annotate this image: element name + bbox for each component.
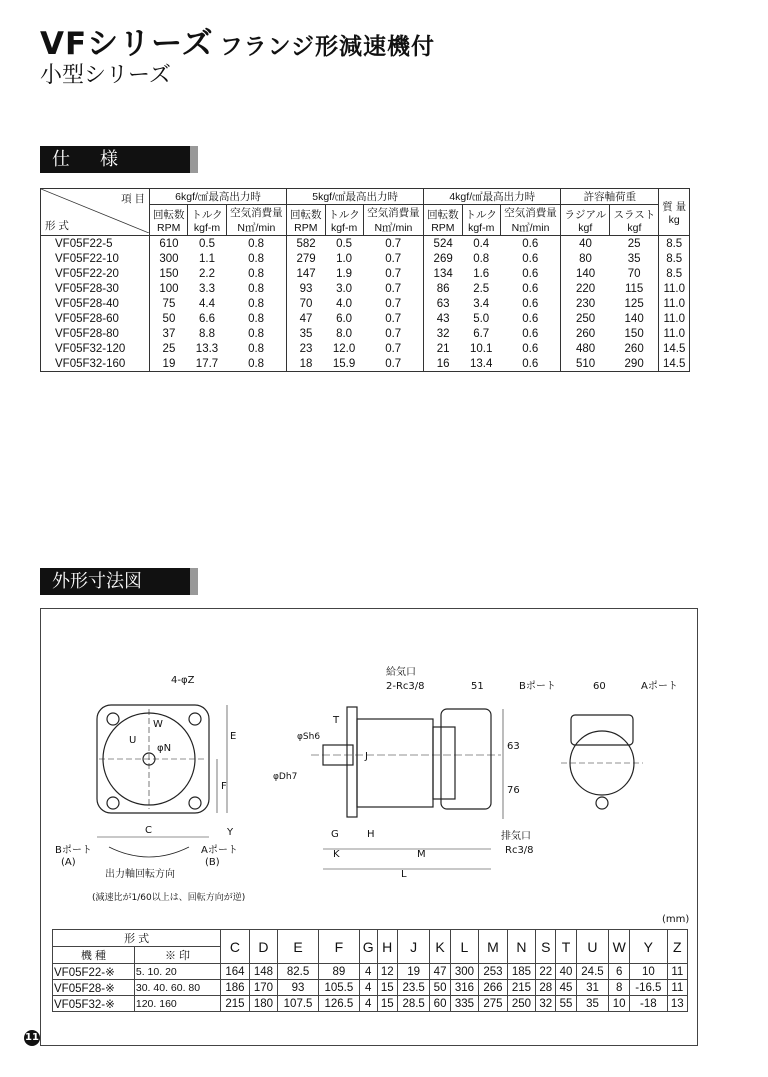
value-cell: 40 — [561, 236, 610, 252]
value-cell: 11 — [667, 980, 687, 996]
dim-col-header: M — [479, 930, 507, 964]
value-cell: 0.6 — [522, 252, 539, 265]
ratio-cell: 5. 10. 20 — [134, 964, 220, 980]
value-cell: 82.5 — [278, 964, 319, 980]
table-row — [53, 964, 688, 980]
dim-col-header: U — [576, 930, 609, 964]
value-cell: 22 — [536, 964, 556, 980]
table-row — [41, 251, 690, 266]
value-cell: 15 — [377, 996, 397, 1012]
value-cell: 10 — [609, 996, 630, 1012]
spec-section-heading: 仕様 — [40, 146, 198, 173]
col-header-top: 空気消費量 — [367, 207, 420, 219]
spec-corner-cell — [41, 189, 150, 236]
dim-u-label: U — [129, 735, 137, 746]
value-cell: 21 — [424, 341, 462, 356]
side-view — [311, 707, 503, 869]
value-cell: 93 — [278, 980, 319, 996]
dim-type-header: 形 式 — [53, 930, 221, 947]
col-header-top: トルク — [191, 208, 223, 221]
value-cell: 15 — [377, 980, 397, 996]
dim-60-label: 60 — [593, 681, 606, 692]
value-cell: 25 — [627, 237, 641, 250]
value-cell: 266 — [479, 980, 507, 996]
value-cell: 11 — [667, 964, 687, 980]
value-cell: 60 — [430, 996, 450, 1012]
spec-table — [40, 188, 690, 372]
table-row — [41, 356, 690, 372]
value-cell: 250 — [507, 996, 535, 1012]
table-row — [41, 296, 690, 311]
dim-col-header: C — [221, 930, 249, 964]
value-cell: 55 — [556, 996, 576, 1012]
model-cell: VF05F32-※ — [53, 996, 135, 1012]
table-row — [41, 326, 690, 341]
dim-g-label: G — [331, 829, 339, 840]
value-cell: 220 — [561, 281, 610, 296]
outline-drawing-svg — [41, 609, 697, 909]
col-header-bottom: RPM — [157, 221, 181, 234]
value-cell: 6.6 — [199, 312, 215, 325]
value-cell: 300 — [150, 251, 188, 266]
col-header-bottom: kgf — [627, 221, 642, 234]
value-cell: 23 — [287, 341, 325, 356]
mass-header — [659, 189, 690, 236]
value-cell: 35 — [627, 252, 641, 265]
value-cell: 4.0 — [336, 297, 353, 310]
value-cell: 0.6 — [522, 297, 539, 310]
value-cell: 10.1 — [469, 342, 493, 355]
air-supply-size: 2-Rc3/8 — [386, 681, 425, 692]
col-header-bottom: N㎥/min — [237, 222, 276, 234]
value-cell: 180 — [249, 996, 277, 1012]
value-cell: 0.8 — [248, 237, 265, 250]
table-row — [41, 281, 690, 296]
value-cell: 11.0 — [659, 296, 690, 311]
corner-bottom-label: 形 式 — [45, 220, 69, 232]
mass-label: 質 量 — [662, 200, 687, 213]
dim-f-label: F — [221, 781, 227, 792]
dim-col-header: E — [278, 930, 319, 964]
value-cell: 13 — [667, 996, 687, 1012]
value-cell: 0.6 — [522, 237, 539, 250]
dim-col-header: S — [536, 930, 556, 964]
exhaust-label: 排気口 — [501, 831, 531, 842]
value-cell: 0.6 — [522, 327, 539, 340]
value-cell: 50 — [150, 311, 188, 326]
dim-col-header: Z — [667, 930, 687, 964]
value-cell: 3.0 — [336, 282, 353, 295]
value-cell: 18 — [287, 356, 325, 372]
dimensions-section-heading: 外形寸法図 — [40, 568, 198, 595]
value-cell: 3.4 — [473, 297, 490, 310]
table-row — [41, 311, 690, 326]
model-cell: VF05F32-160 — [55, 357, 126, 370]
spec-col-header — [462, 205, 500, 236]
value-cell: 0.6 — [522, 357, 539, 370]
col-header-top: トルク — [328, 208, 360, 221]
a-port-label: Aポート — [201, 845, 238, 856]
value-cell: 47 — [430, 964, 450, 980]
value-cell: 0.8 — [248, 252, 265, 265]
value-cell: 480 — [561, 341, 610, 356]
dim-w-label: W — [153, 719, 163, 730]
value-cell: 11.0 — [659, 326, 690, 341]
table-row — [41, 341, 690, 356]
dim-t-label: T — [333, 715, 340, 726]
spec-col-header — [363, 205, 424, 236]
dim-col-header: L — [450, 930, 478, 964]
rotation-direction-label: 出力軸回転方向 — [105, 869, 175, 880]
value-cell: 0.8 — [248, 327, 265, 340]
value-cell: 170 — [249, 980, 277, 996]
dim-col-header: J — [397, 930, 430, 964]
dim-y-label: Y — [227, 827, 234, 838]
value-cell: 275 — [479, 996, 507, 1012]
value-cell: 43 — [424, 311, 462, 326]
value-cell: 6.7 — [473, 327, 490, 340]
value-cell: 300 — [450, 964, 478, 980]
value-cell: 510 — [561, 356, 610, 372]
value-cell: 150 — [624, 327, 644, 340]
spec-col-header — [188, 205, 226, 236]
value-cell: 15.9 — [332, 357, 356, 370]
value-cell: 100 — [150, 281, 188, 296]
value-cell: 316 — [450, 980, 478, 996]
dim-col-header: H — [377, 930, 397, 964]
value-cell: 279 — [287, 251, 325, 266]
value-cell: 4.4 — [199, 297, 215, 310]
value-cell: 40 — [556, 964, 576, 980]
spec-col-header — [226, 205, 287, 236]
value-cell: 4 — [359, 996, 377, 1012]
value-cell: 93 — [287, 281, 325, 296]
col-header-top: 回転数 — [290, 208, 322, 221]
value-cell: 35 — [576, 996, 609, 1012]
exhaust-size: Rc3/8 — [505, 845, 534, 856]
dim-n-label: φN — [157, 743, 172, 754]
value-cell: 0.7 — [385, 237, 402, 250]
value-cell: -16.5 — [630, 980, 668, 996]
value-cell: 8.5 — [659, 266, 690, 281]
value-cell: 2.5 — [473, 282, 490, 295]
value-cell: 107.5 — [278, 996, 319, 1012]
spec-col-header — [150, 205, 188, 236]
value-cell: 269 — [424, 251, 462, 266]
value-cell: 86 — [424, 281, 462, 296]
spec-col-header — [287, 205, 325, 236]
value-cell: 47 — [287, 311, 325, 326]
value-cell: 28 — [536, 980, 556, 996]
value-cell: 335 — [450, 996, 478, 1012]
value-cell: 126.5 — [318, 996, 359, 1012]
value-cell: 524 — [424, 236, 462, 252]
value-cell: 70 — [627, 267, 641, 280]
value-cell: 150 — [150, 266, 188, 281]
value-cell: 260 — [561, 326, 610, 341]
group-5kgf: 5kgf/㎠最高出力時 — [287, 189, 424, 205]
value-cell: 260 — [624, 342, 644, 355]
value-cell: 12 — [377, 964, 397, 980]
table-row — [53, 980, 688, 996]
value-cell: 1.1 — [199, 252, 215, 265]
value-cell: 0.8 — [473, 252, 490, 265]
dim-col-header: F — [318, 930, 359, 964]
value-cell: 24.5 — [576, 964, 609, 980]
col-header-top: 回転数 — [427, 208, 459, 221]
value-cell: 3.3 — [199, 282, 215, 295]
col-header-top: スラスト — [613, 208, 656, 221]
ratio-cell: 120. 160 — [134, 996, 220, 1012]
value-cell: 164 — [221, 964, 249, 980]
col-header-bottom: N㎥/min — [511, 222, 550, 234]
col-header-top: 空気消費量 — [504, 207, 557, 219]
value-cell: 23.5 — [397, 980, 430, 996]
value-cell: 0.4 — [473, 237, 490, 250]
model-cell: VF05F32-120 — [55, 342, 126, 355]
mass-unit: kg — [668, 213, 680, 226]
dim-col-header: Y — [630, 930, 668, 964]
value-cell: 0.6 — [522, 282, 539, 295]
value-cell: 25 — [150, 341, 188, 356]
value-cell: 0.6 — [522, 312, 539, 325]
value-cell: 8.5 — [659, 236, 690, 252]
value-cell: 12.0 — [332, 342, 356, 355]
value-cell: 8.0 — [336, 327, 353, 340]
dim-col-header: T — [556, 930, 576, 964]
model-cell: VF05F28-※ — [53, 980, 135, 996]
col-header-bottom: RPM — [431, 221, 455, 234]
value-cell: 1.9 — [336, 267, 353, 280]
rotation-note: (減速比が1/60以上は、回転方向が逆) — [92, 893, 246, 903]
value-cell: 0.7 — [385, 297, 402, 310]
value-cell: 32 — [536, 996, 556, 1012]
col-header-top: トルク — [465, 208, 497, 221]
dim-l-label: L — [401, 869, 407, 880]
pilot-diameter-label: φDh7 — [273, 772, 298, 782]
value-cell: 35 — [287, 326, 325, 341]
model-cell: VF05F22-10 — [55, 252, 119, 265]
value-cell: 215 — [221, 996, 249, 1012]
value-cell: 19 — [150, 356, 188, 372]
value-cell: 13.4 — [469, 357, 493, 370]
a-port-alt-label: (B) — [205, 857, 220, 868]
value-cell: 0.7 — [385, 282, 402, 295]
value-cell: 11.0 — [659, 311, 690, 326]
spec-col-header — [325, 205, 363, 236]
model-cell: VF05F28-60 — [55, 312, 119, 325]
value-cell: 70 — [287, 296, 325, 311]
value-cell: 134 — [424, 266, 462, 281]
value-cell: 186 — [221, 980, 249, 996]
col-header-bottom: kgf-m — [468, 221, 495, 234]
value-cell: 17.7 — [195, 357, 219, 370]
model-cell: VF05F22-5 — [55, 237, 113, 250]
value-cell: 8 — [609, 980, 630, 996]
table-row — [53, 996, 688, 1012]
value-cell: 0.8 — [248, 357, 265, 370]
dim-j-label: J — [365, 751, 368, 762]
value-cell: 0.8 — [248, 282, 265, 295]
holes-label: 4-φZ — [171, 675, 195, 686]
dim-m-label: M — [417, 849, 426, 860]
value-cell: 0.8 — [248, 312, 265, 325]
dim-col-header: K — [430, 930, 450, 964]
page-title — [40, 18, 435, 63]
value-cell: 0.7 — [385, 267, 402, 280]
value-cell: 0.8 — [248, 297, 265, 310]
value-cell: 10 — [630, 964, 668, 980]
value-cell: 215 — [507, 980, 535, 996]
dim-k-label: K — [333, 849, 340, 860]
dim-h-label: H — [367, 829, 375, 840]
ratio-cell: 30. 40. 60. 80 — [134, 980, 220, 996]
value-cell: 16 — [424, 356, 462, 372]
value-cell: 147 — [287, 266, 325, 281]
value-cell: 8.8 — [199, 327, 215, 340]
value-cell: 2.2 — [199, 267, 215, 280]
value-cell: 0.8 — [248, 267, 265, 280]
value-cell: 0.7 — [385, 252, 402, 265]
value-cell: 0.7 — [385, 357, 402, 370]
value-cell: 250 — [561, 311, 610, 326]
value-cell: 1.6 — [473, 267, 490, 280]
model-cell: VF05F22-20 — [55, 267, 119, 280]
value-cell: 14.5 — [659, 356, 690, 372]
spec-col-header — [424, 205, 462, 236]
value-cell: 4 — [359, 964, 377, 980]
value-cell: -18 — [630, 996, 668, 1012]
value-cell: 0.5 — [336, 237, 353, 250]
series-name: VFシリーズ — [40, 26, 214, 62]
value-cell: 1.0 — [336, 252, 353, 265]
col-header-bottom: kgf — [578, 221, 593, 234]
dim-76-label: 76 — [507, 785, 520, 796]
value-cell: 5.0 — [473, 312, 490, 325]
col-header-bottom: RPM — [294, 221, 318, 234]
model-cell: VF05F28-30 — [55, 282, 119, 295]
value-cell: 0.7 — [385, 327, 402, 340]
value-cell: 63 — [424, 296, 462, 311]
b-port-label: Bポート — [55, 845, 92, 856]
page-subtitle: 小型シリーズ — [40, 63, 171, 88]
value-cell: 253 — [479, 964, 507, 980]
dim-51-label: 51 — [471, 681, 484, 692]
value-cell: 148 — [249, 964, 277, 980]
value-cell: 0.8 — [248, 342, 265, 355]
model-cell: VF05F28-40 — [55, 297, 119, 310]
value-cell: 28.5 — [397, 996, 430, 1012]
value-cell: 80 — [561, 251, 610, 266]
group-6kgf: 6kgf/㎠最高出力時 — [150, 189, 287, 205]
value-cell: 140 — [624, 312, 644, 325]
value-cell: 45 — [556, 980, 576, 996]
dim-ratio-header: ※ 印 — [134, 947, 220, 964]
value-cell: 6.0 — [336, 312, 353, 325]
dimension-table — [52, 929, 688, 1012]
group-allowable-load: 許容軸荷重 — [561, 189, 659, 205]
value-cell: 37 — [150, 326, 188, 341]
col-header-bottom: kgf-m — [193, 221, 221, 234]
value-cell: 0.6 — [522, 342, 539, 355]
corner-top-label: 項 目 — [121, 193, 145, 205]
value-cell: 75 — [150, 296, 188, 311]
table-row — [41, 266, 690, 281]
value-cell: 89 — [318, 964, 359, 980]
dim-col-header: D — [249, 930, 277, 964]
value-cell: 32 — [424, 326, 462, 341]
value-cell: 0.7 — [385, 312, 402, 325]
value-cell: 6 — [609, 964, 630, 980]
dim-63-label: 63 — [507, 741, 520, 752]
value-cell: 50 — [430, 980, 450, 996]
value-cell: 582 — [287, 236, 325, 252]
end-b-port-label: Bポート — [519, 681, 556, 692]
col-header-bottom: kgf-m — [330, 221, 358, 234]
dim-c-label: C — [145, 825, 152, 836]
shaft-diameter-label: φSh6 — [297, 732, 321, 742]
model-cell: VF05F22-※ — [53, 964, 135, 980]
col-header-top: ラジアル — [564, 208, 607, 221]
value-cell: 115 — [624, 282, 644, 295]
col-header-bottom: N㎥/min — [374, 222, 413, 234]
unit-label: (mm) — [662, 914, 690, 925]
value-cell: 610 — [150, 236, 188, 252]
value-cell: 4 — [359, 980, 377, 996]
dim-col-header: W — [609, 930, 630, 964]
col-header-top: 回転数 — [152, 208, 185, 221]
spec-col-header — [610, 205, 659, 236]
value-cell: 8.5 — [659, 251, 690, 266]
dim-col-header: N — [507, 930, 535, 964]
value-cell: 19 — [397, 964, 430, 980]
page-number: 11 — [24, 1030, 40, 1046]
dim-e-label: E — [230, 731, 237, 742]
value-cell: 125 — [624, 297, 644, 310]
spec-col-header — [561, 205, 610, 236]
end-view — [561, 715, 643, 809]
value-cell: 185 — [507, 964, 535, 980]
value-cell: 13.3 — [195, 342, 219, 355]
series-description: フランジ形減速機付 — [219, 34, 436, 60]
group-4kgf: 4kgf/㎠最高出力時 — [424, 189, 561, 205]
value-cell: 140 — [561, 266, 610, 281]
value-cell: 31 — [576, 980, 609, 996]
spec-col-header — [500, 205, 561, 236]
value-cell: 230 — [561, 296, 610, 311]
col-header-top: 空気消費量 — [230, 207, 283, 219]
value-cell: 14.5 — [659, 341, 690, 356]
end-a-port-label: Aポート — [641, 681, 678, 692]
value-cell: 11.0 — [659, 281, 690, 296]
b-port-alt-label: (A) — [61, 857, 76, 868]
dim-col-header: G — [359, 930, 377, 964]
value-cell: 290 — [624, 357, 644, 370]
table-row — [41, 236, 690, 252]
dim-model-header: 機 種 — [53, 947, 135, 964]
value-cell: 0.7 — [385, 342, 402, 355]
model-cell: VF05F28-80 — [55, 327, 119, 340]
value-cell: 0.5 — [199, 237, 215, 250]
value-cell: 105.5 — [318, 980, 359, 996]
air-supply-label: 給気口 — [386, 667, 416, 678]
value-cell: 0.6 — [522, 267, 539, 280]
